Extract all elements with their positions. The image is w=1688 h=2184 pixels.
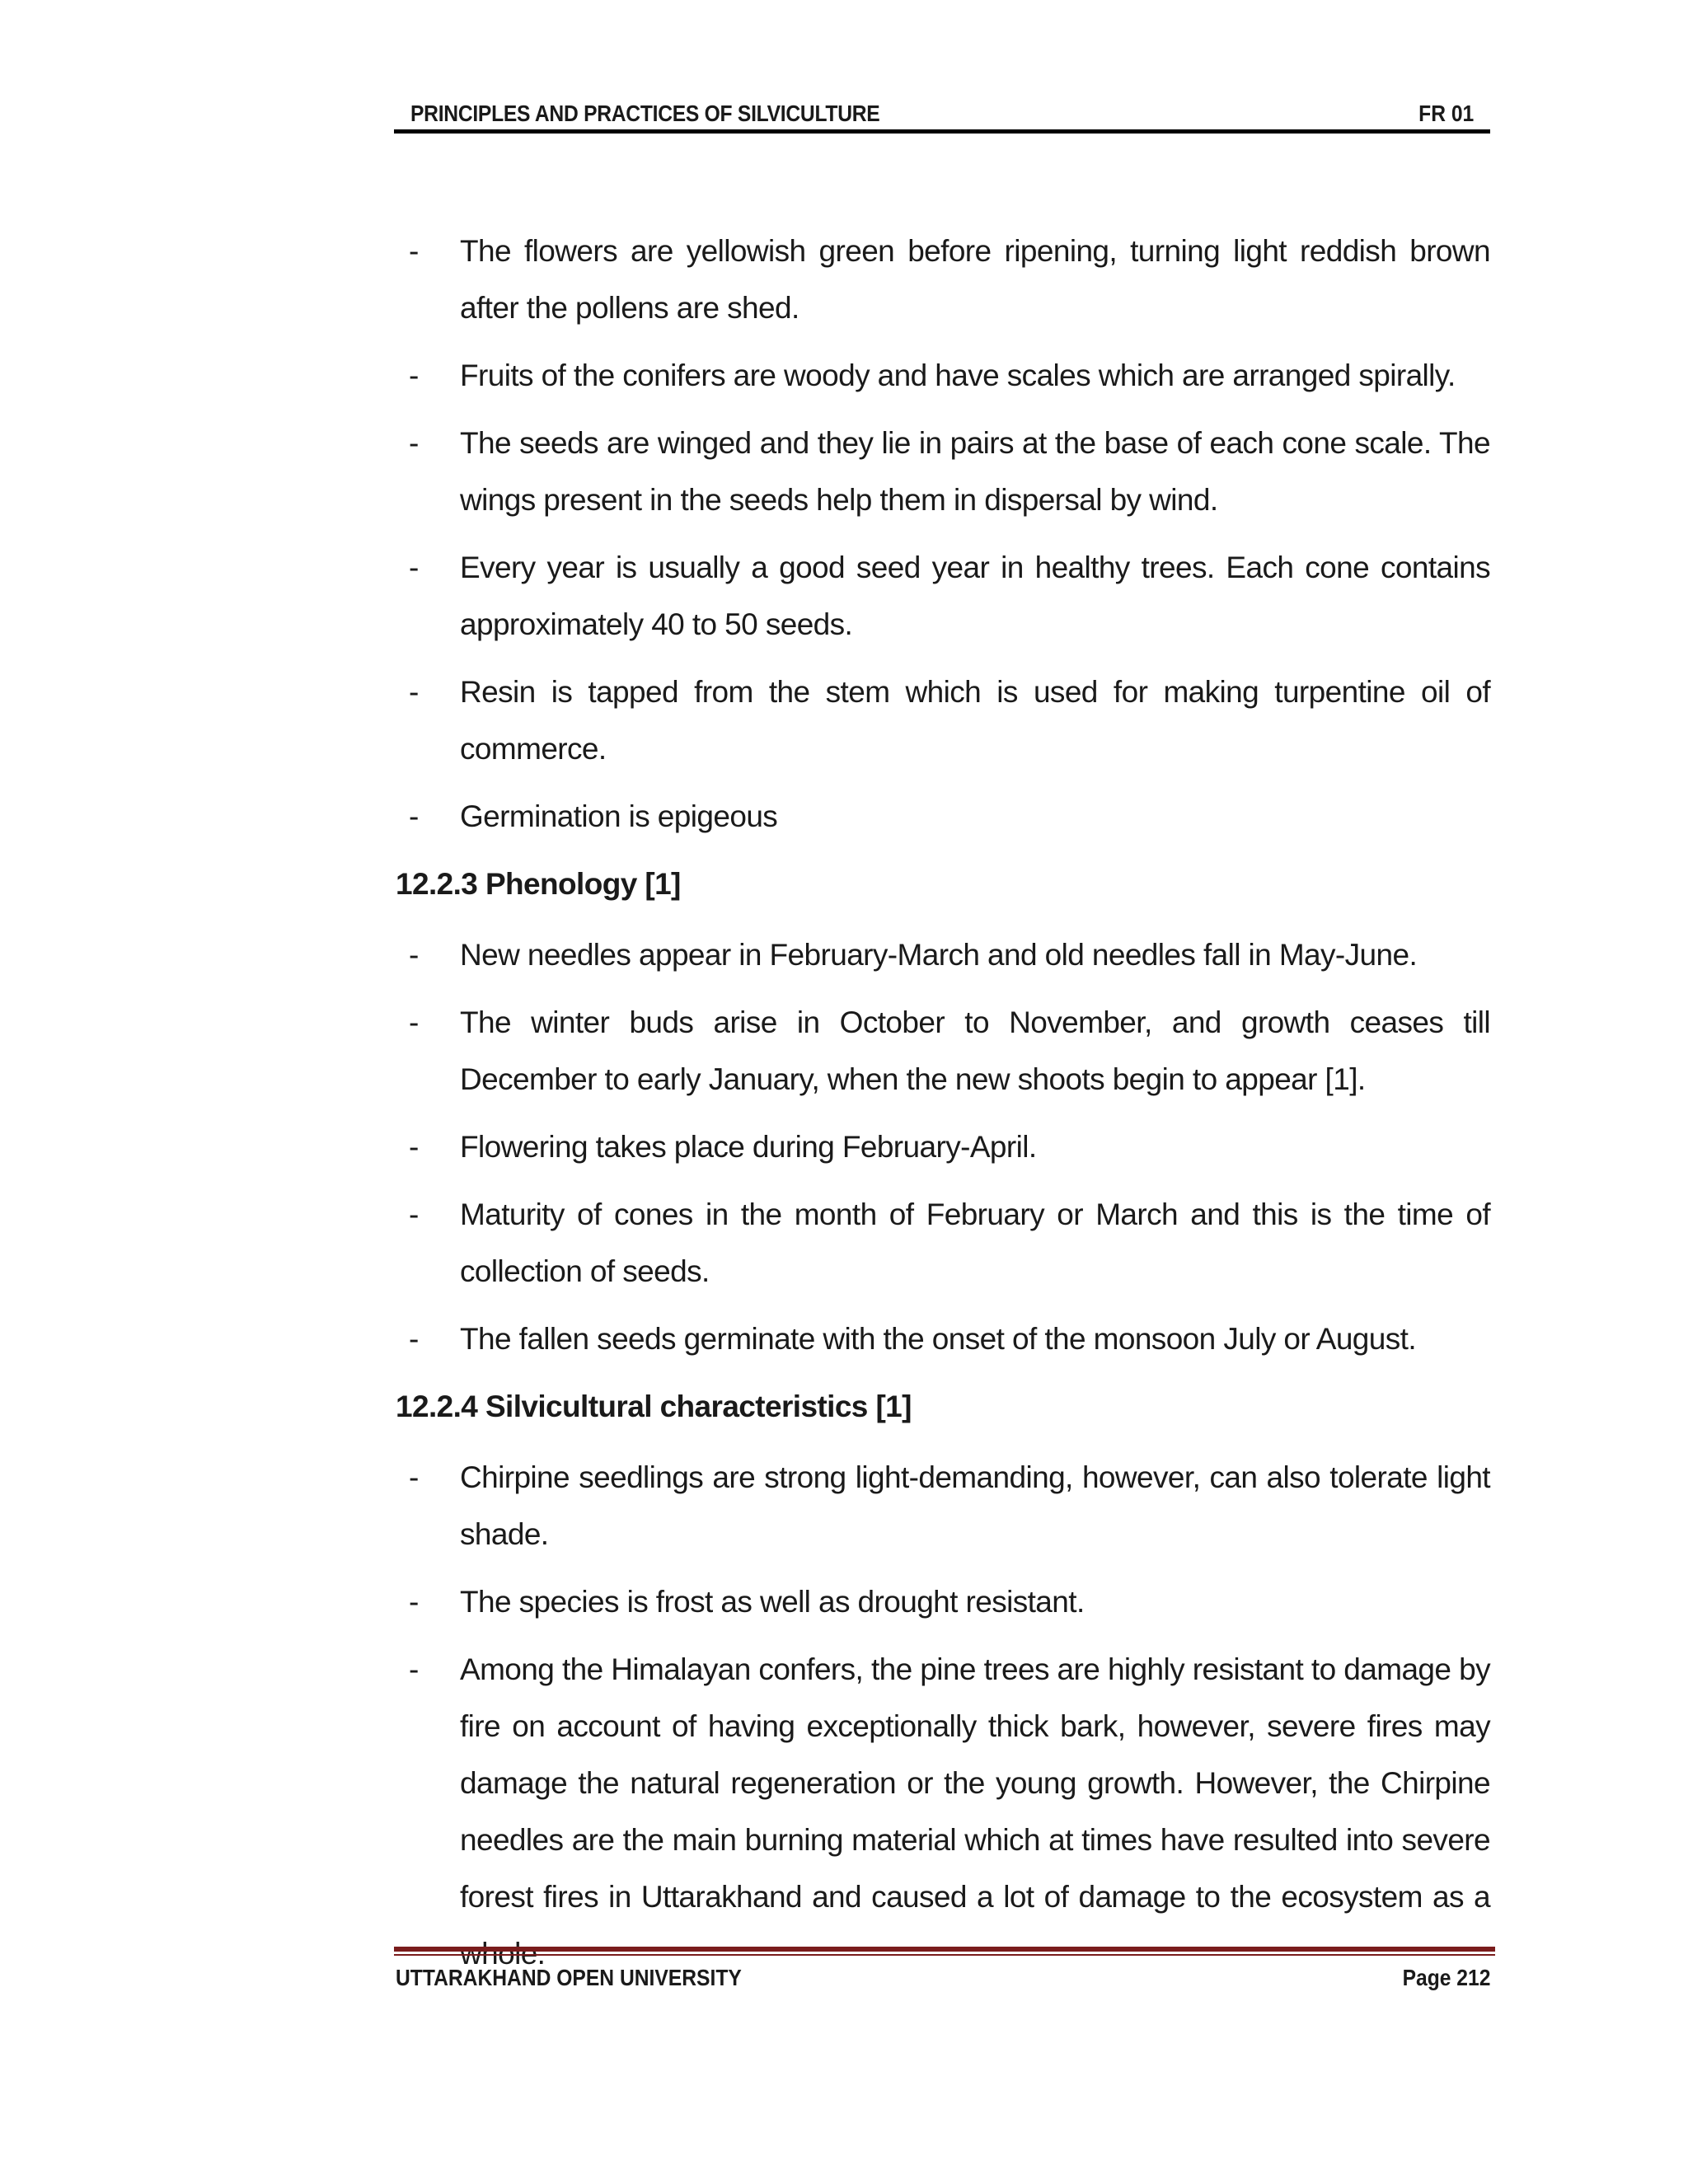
page-header bbox=[394, 97, 1490, 134]
list-item bbox=[396, 1118, 1490, 1175]
list-item-text: Among the Himalayan confers, the pine trees are highly resistant to damage by fire on account of having exceptionally thick bark, however, severe fires may damage the natural regeneration or the young growth. However, the Chirpine needles are the main burning material which at times have resulted into severe forest fires in Uttarakhand and caused a lot of damage to the ecosystem as a bbox=[460, 1652, 1490, 1914]
list-item-text: Fruits of the conifers are woody and have scales which are arranged spirally. bbox=[460, 359, 1456, 392]
bullet-dash: - bbox=[409, 799, 420, 833]
list-item-text: Germination is epigeous bbox=[460, 799, 778, 833]
institution-name: UTTARAKHAND OPEN UNIVERSITY bbox=[396, 1965, 742, 1990]
footer-rule-thin bbox=[394, 1954, 1495, 1956]
list-item-text: The fallen seeds germinate with the onset of the monsoon July or August. bbox=[460, 1322, 1417, 1356]
bullet-dash: - bbox=[409, 1460, 420, 1494]
page-body bbox=[396, 223, 1490, 1993]
list-item bbox=[396, 788, 1490, 845]
bullet-dash: - bbox=[409, 675, 420, 709]
list-item-text: Maturity of cones in the month of February or March and this is the time of collection of seeds. bbox=[460, 1197, 1490, 1288]
section-heading-silvicultural: 12.2.4 Silvicultural characteristics [1] bbox=[396, 1390, 912, 1423]
list-item-text: The flowers are yellowish green before ripening, turning light reddish brown after the pollens are shed. bbox=[460, 234, 1490, 325]
footer-rule bbox=[394, 1947, 1495, 1952]
list-item bbox=[396, 1573, 1490, 1630]
list-item bbox=[396, 994, 1490, 1108]
intro-list bbox=[396, 223, 1490, 845]
list-item bbox=[396, 415, 1490, 528]
bullet-dash: - bbox=[409, 938, 420, 972]
list-item bbox=[396, 1449, 1490, 1563]
section-heading-phenology: 12.2.3 Phenology [1] bbox=[396, 867, 681, 901]
list-item-text: Resin is tapped from the stem which is used for making turpentine oil of commerce. bbox=[460, 675, 1490, 766]
list-item bbox=[396, 663, 1490, 777]
bullet-dash: - bbox=[409, 551, 420, 584]
list-item-text: Flowering takes place during February-April. bbox=[460, 1130, 1037, 1164]
phenology-list bbox=[396, 926, 1490, 1367]
page-footer bbox=[394, 1965, 1490, 2001]
bullet-dash: - bbox=[409, 1130, 420, 1164]
bullet-dash: - bbox=[409, 1005, 420, 1039]
list-item bbox=[396, 1186, 1490, 1300]
list-item-text: The winter buds arise in October to November, and growth ceases till December to early January, when the new shoots begin to appear [1]. bbox=[460, 1005, 1490, 1096]
bullet-dash: - bbox=[409, 1322, 420, 1356]
page-number: Page 212 bbox=[1402, 1965, 1490, 1990]
list-item bbox=[396, 1641, 1490, 1982]
list-item bbox=[396, 347, 1490, 404]
bullet-dash: - bbox=[409, 426, 420, 460]
list-item-text: The species is frost as well as drought resistant. bbox=[460, 1585, 1085, 1619]
list-item bbox=[396, 1310, 1490, 1367]
silvicultural-list bbox=[396, 1449, 1490, 1982]
bullet-dash: - bbox=[409, 359, 420, 392]
list-item-text: New needles appear in February-March and old needles fall in May-June. bbox=[460, 938, 1418, 972]
list-item-text: Every year is usually a good seed year in healthy trees. Each cone contains approximately 40 to 50 seeds. bbox=[460, 551, 1490, 641]
bullet-dash: - bbox=[409, 1652, 420, 1686]
running-title: PRINCIPLES AND PRACTICES OF SILVICULTURE bbox=[410, 101, 880, 126]
bullet-dash: - bbox=[409, 1585, 420, 1619]
header-rule bbox=[394, 129, 1490, 134]
course-code: FR 01 bbox=[1418, 101, 1474, 126]
list-item bbox=[396, 926, 1490, 983]
list-item bbox=[396, 223, 1490, 336]
list-item bbox=[396, 539, 1490, 653]
bullet-dash: - bbox=[409, 1197, 420, 1231]
list-item-text: The seeds are winged and they lie in pairs at the base of each cone scale. The wings present in the seeds help them in dispersal by wind. bbox=[460, 426, 1490, 517]
list-item-text: Chirpine seedlings are strong light-demanding, however, can also tolerate light shade. bbox=[460, 1460, 1490, 1551]
bullet-dash: - bbox=[409, 234, 420, 268]
